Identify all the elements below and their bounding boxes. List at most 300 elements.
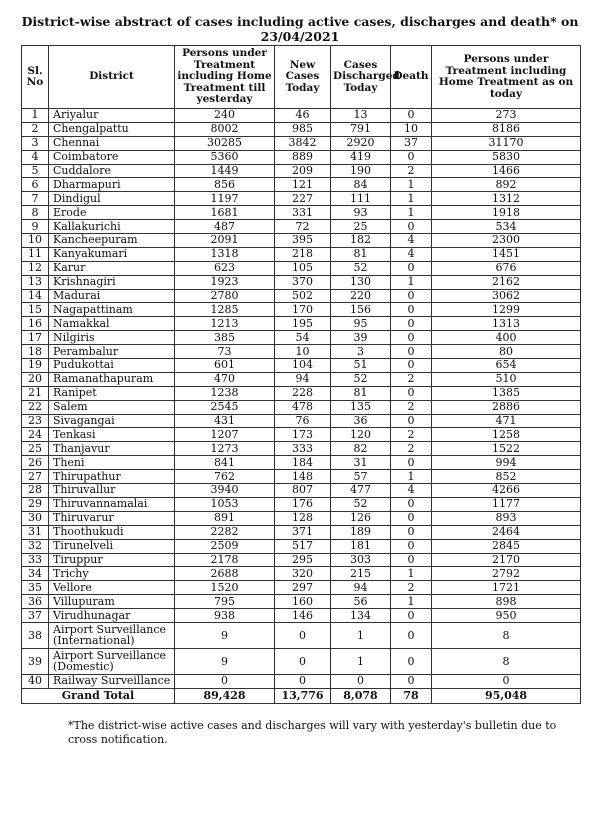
- table-row: [22, 206, 581, 220]
- row-district: Erode: [49, 206, 175, 220]
- row-death: 2: [391, 581, 432, 595]
- row-under-treatment-today: 1177: [432, 497, 581, 511]
- row-district: Railway Surveillance: [49, 674, 175, 688]
- table-row: [22, 122, 581, 136]
- row-under-treatment-yesterday: 762: [175, 470, 275, 484]
- table-row: [22, 220, 581, 234]
- row-under-treatment-today: 1918: [432, 206, 581, 220]
- row-sl-no: 22: [22, 400, 49, 414]
- row-sl-no: 23: [22, 414, 49, 428]
- row-sl-no: 35: [22, 581, 49, 595]
- row-death: 0: [391, 331, 432, 345]
- row-district: Kanyakumari: [49, 247, 175, 261]
- row-under-treatment-today: 1385: [432, 386, 581, 400]
- header-new-cases: New Cases Today: [275, 46, 331, 109]
- row-new-cases: 395: [275, 234, 331, 248]
- row-death: 0: [391, 525, 432, 539]
- row-district: Tirunelveli: [49, 539, 175, 553]
- row-under-treatment-today: 1258: [432, 428, 581, 442]
- row-sl-no: 26: [22, 456, 49, 470]
- row-new-cases: 184: [275, 456, 331, 470]
- row-under-treatment-yesterday: 841: [175, 456, 275, 470]
- row-under-treatment-today: 80: [432, 345, 581, 359]
- row-sl-no: 15: [22, 303, 49, 317]
- row-death: 2: [391, 400, 432, 414]
- table-row: [22, 484, 581, 498]
- row-under-treatment-today: 676: [432, 261, 581, 275]
- row-under-treatment-yesterday: 2091: [175, 234, 275, 248]
- row-discharged: 31: [331, 456, 391, 470]
- row-under-treatment-yesterday: 2509: [175, 539, 275, 553]
- row-new-cases: 371: [275, 525, 331, 539]
- row-death: 1: [391, 470, 432, 484]
- row-death: 2: [391, 164, 432, 178]
- row-district: Karur: [49, 261, 175, 275]
- table-row: [22, 567, 581, 581]
- row-discharged: 181: [331, 539, 391, 553]
- row-sl-no: 11: [22, 247, 49, 261]
- row-sl-no: 3: [22, 136, 49, 150]
- row-district: Thirupathur: [49, 470, 175, 484]
- row-under-treatment-yesterday: 938: [175, 609, 275, 623]
- row-discharged: 0: [331, 674, 391, 688]
- row-under-treatment-yesterday: 5360: [175, 150, 275, 164]
- row-death: 0: [391, 456, 432, 470]
- row-sl-no: 24: [22, 428, 49, 442]
- row-sl-no: 2: [22, 122, 49, 136]
- table-row: [22, 470, 581, 484]
- grand-total-row: [22, 688, 581, 703]
- row-under-treatment-yesterday: 2545: [175, 400, 275, 414]
- row-death: 37: [391, 136, 432, 150]
- row-sl-no: 28: [22, 484, 49, 498]
- row-new-cases: 502: [275, 289, 331, 303]
- row-death: 0: [391, 303, 432, 317]
- row-new-cases: 176: [275, 497, 331, 511]
- row-sl-no: 34: [22, 567, 49, 581]
- row-death: 0: [391, 674, 432, 688]
- row-new-cases: 295: [275, 553, 331, 567]
- row-under-treatment-yesterday: 1053: [175, 497, 275, 511]
- row-sl-no: 13: [22, 275, 49, 289]
- table-row: [22, 317, 581, 331]
- row-sl-no: 40: [22, 674, 49, 688]
- row-under-treatment-today: 8: [432, 648, 581, 674]
- row-sl-no: 27: [22, 470, 49, 484]
- row-death: 0: [391, 220, 432, 234]
- row-death: 1: [391, 206, 432, 220]
- row-under-treatment-yesterday: 2780: [175, 289, 275, 303]
- row-new-cases: 195: [275, 317, 331, 331]
- row-discharged: 2920: [331, 136, 391, 150]
- row-under-treatment-yesterday: 1285: [175, 303, 275, 317]
- row-sl-no: 6: [22, 178, 49, 192]
- row-new-cases: 94: [275, 372, 331, 386]
- row-under-treatment-yesterday: 1520: [175, 581, 275, 595]
- row-under-treatment-today: 4266: [432, 484, 581, 498]
- row-district: Dindigul: [49, 192, 175, 206]
- row-district: Airport Surveillance (International): [49, 622, 175, 648]
- row-under-treatment-today: 2464: [432, 525, 581, 539]
- row-under-treatment-today: 510: [432, 372, 581, 386]
- row-discharged: 39: [331, 331, 391, 345]
- row-under-treatment-yesterday: 1449: [175, 164, 275, 178]
- row-sl-no: 21: [22, 386, 49, 400]
- row-under-treatment-yesterday: 470: [175, 372, 275, 386]
- row-new-cases: 148: [275, 470, 331, 484]
- row-under-treatment-today: 273: [432, 109, 581, 123]
- row-sl-no: 25: [22, 442, 49, 456]
- table-body: [22, 109, 581, 689]
- row-sl-no: 9: [22, 220, 49, 234]
- row-sl-no: 39: [22, 648, 49, 674]
- table-row: [22, 303, 581, 317]
- header-sl-no: Sl. No: [22, 46, 49, 109]
- row-discharged: 220: [331, 289, 391, 303]
- row-sl-no: 12: [22, 261, 49, 275]
- row-discharged: 134: [331, 609, 391, 623]
- table-row: [22, 539, 581, 553]
- row-district: Chengalpattu: [49, 122, 175, 136]
- row-sl-no: 32: [22, 539, 49, 553]
- row-new-cases: 209: [275, 164, 331, 178]
- row-discharged: 82: [331, 442, 391, 456]
- row-sl-no: 10: [22, 234, 49, 248]
- grand-total-new: 13,776: [275, 688, 331, 703]
- row-new-cases: 218: [275, 247, 331, 261]
- row-district: Pudukottai: [49, 359, 175, 373]
- row-district: Trichy: [49, 567, 175, 581]
- row-under-treatment-yesterday: 601: [175, 359, 275, 373]
- row-new-cases: 173: [275, 428, 331, 442]
- row-new-cases: 370: [275, 275, 331, 289]
- table-row: [22, 345, 581, 359]
- row-discharged: 84: [331, 178, 391, 192]
- row-discharged: 156: [331, 303, 391, 317]
- row-under-treatment-today: 893: [432, 511, 581, 525]
- row-under-treatment-today: 31170: [432, 136, 581, 150]
- row-sl-no: 1: [22, 109, 49, 123]
- row-discharged: 93: [331, 206, 391, 220]
- table-row: [22, 581, 581, 595]
- row-district: Thiruvarur: [49, 511, 175, 525]
- row-new-cases: 478: [275, 400, 331, 414]
- row-district: Kancheepuram: [49, 234, 175, 248]
- row-discharged: 215: [331, 567, 391, 581]
- row-discharged: 126: [331, 511, 391, 525]
- table-row: [22, 609, 581, 623]
- row-district: Krishnagiri: [49, 275, 175, 289]
- row-district: Dharmapuri: [49, 178, 175, 192]
- row-discharged: 13: [331, 109, 391, 123]
- row-death: 0: [391, 609, 432, 623]
- table-row: [22, 648, 581, 674]
- row-under-treatment-today: 852: [432, 470, 581, 484]
- table-row: [22, 674, 581, 688]
- row-discharged: 135: [331, 400, 391, 414]
- table-row: [22, 595, 581, 609]
- row-new-cases: 105: [275, 261, 331, 275]
- row-district: Theni: [49, 456, 175, 470]
- row-new-cases: 72: [275, 220, 331, 234]
- row-discharged: 81: [331, 386, 391, 400]
- row-under-treatment-yesterday: 1213: [175, 317, 275, 331]
- row-under-treatment-yesterday: 0: [175, 674, 275, 688]
- row-sl-no: 30: [22, 511, 49, 525]
- table-row: [22, 150, 581, 164]
- row-new-cases: 3842: [275, 136, 331, 150]
- row-death: 0: [391, 414, 432, 428]
- row-under-treatment-yesterday: 9: [175, 622, 275, 648]
- row-death: 0: [391, 359, 432, 373]
- row-death: 0: [391, 150, 432, 164]
- row-sl-no: 31: [22, 525, 49, 539]
- row-death: 0: [391, 539, 432, 553]
- row-new-cases: 104: [275, 359, 331, 373]
- row-under-treatment-yesterday: 1207: [175, 428, 275, 442]
- row-under-treatment-today: 534: [432, 220, 581, 234]
- row-district: Airport Surveillance (Domestic): [49, 648, 175, 674]
- row-death: 0: [391, 497, 432, 511]
- row-new-cases: 985: [275, 122, 331, 136]
- grand-total-yesterday: 89,428: [175, 688, 275, 703]
- row-district: Ramanathapuram: [49, 372, 175, 386]
- row-district: Namakkal: [49, 317, 175, 331]
- row-district: Cuddalore: [49, 164, 175, 178]
- row-under-treatment-yesterday: 8002: [175, 122, 275, 136]
- row-discharged: 303: [331, 553, 391, 567]
- row-district: Thiruvallur: [49, 484, 175, 498]
- table-row: [22, 414, 581, 428]
- row-new-cases: 807: [275, 484, 331, 498]
- row-new-cases: 297: [275, 581, 331, 595]
- row-under-treatment-today: 8186: [432, 122, 581, 136]
- row-death: 0: [391, 109, 432, 123]
- row-sl-no: 33: [22, 553, 49, 567]
- table-row: [22, 289, 581, 303]
- row-death: 1: [391, 595, 432, 609]
- row-discharged: 791: [331, 122, 391, 136]
- row-discharged: 51: [331, 359, 391, 373]
- header-row: [22, 46, 581, 109]
- row-under-treatment-today: 1721: [432, 581, 581, 595]
- row-new-cases: 320: [275, 567, 331, 581]
- row-new-cases: 170: [275, 303, 331, 317]
- row-sl-no: 4: [22, 150, 49, 164]
- row-discharged: 1: [331, 622, 391, 648]
- row-new-cases: 160: [275, 595, 331, 609]
- row-discharged: 56: [331, 595, 391, 609]
- row-under-treatment-today: 1466: [432, 164, 581, 178]
- row-sl-no: 8: [22, 206, 49, 220]
- footnote: *The district-wise active cases and discharges will vary with yesterday's bulletin due to cross notification.: [68, 719, 557, 746]
- table-row: [22, 247, 581, 261]
- row-sl-no: 7: [22, 192, 49, 206]
- row-new-cases: 228: [275, 386, 331, 400]
- header-discharged: Cases Discharged Today: [331, 46, 391, 109]
- table-row: [22, 400, 581, 414]
- row-death: 0: [391, 345, 432, 359]
- row-district: Tenkasi: [49, 428, 175, 442]
- row-death: 2: [391, 442, 432, 456]
- row-under-treatment-today: 2300: [432, 234, 581, 248]
- header-death: Death: [391, 46, 432, 109]
- row-discharged: 57: [331, 470, 391, 484]
- row-district: Ariyalur: [49, 109, 175, 123]
- header-under-treatment-today: Persons under Treatment including Home Treatment as on today: [432, 46, 581, 109]
- row-under-treatment-yesterday: 487: [175, 220, 275, 234]
- row-new-cases: 333: [275, 442, 331, 456]
- row-district: Ranipet: [49, 386, 175, 400]
- row-under-treatment-today: 654: [432, 359, 581, 373]
- row-death: 1: [391, 275, 432, 289]
- page-title: [20, 14, 580, 44]
- table-row: [22, 234, 581, 248]
- row-discharged: 182: [331, 234, 391, 248]
- table-row: [22, 164, 581, 178]
- row-under-treatment-today: 3062: [432, 289, 581, 303]
- table-row: [22, 359, 581, 373]
- row-under-treatment-today: 2162: [432, 275, 581, 289]
- row-discharged: 94: [331, 581, 391, 595]
- row-under-treatment-yesterday: 73: [175, 345, 275, 359]
- row-under-treatment-today: 5830: [432, 150, 581, 164]
- row-sl-no: 18: [22, 345, 49, 359]
- table-row: [22, 386, 581, 400]
- row-district: Thanjavur: [49, 442, 175, 456]
- row-sl-no: 16: [22, 317, 49, 331]
- row-death: 1: [391, 178, 432, 192]
- row-death: 4: [391, 247, 432, 261]
- row-under-treatment-yesterday: 1923: [175, 275, 275, 289]
- row-sl-no: 5: [22, 164, 49, 178]
- row-sl-no: 19: [22, 359, 49, 373]
- row-new-cases: 146: [275, 609, 331, 623]
- grand-total-death: 78: [391, 688, 432, 703]
- row-discharged: 419: [331, 150, 391, 164]
- row-death: 0: [391, 648, 432, 674]
- row-under-treatment-yesterday: 856: [175, 178, 275, 192]
- row-new-cases: 121: [275, 178, 331, 192]
- row-under-treatment-yesterday: 240: [175, 109, 275, 123]
- row-under-treatment-today: 2886: [432, 400, 581, 414]
- table-row: [22, 497, 581, 511]
- row-death: 0: [391, 289, 432, 303]
- table-row: [22, 331, 581, 345]
- row-under-treatment-yesterday: 795: [175, 595, 275, 609]
- table-row: [22, 622, 581, 648]
- row-new-cases: 0: [275, 622, 331, 648]
- row-under-treatment-today: 950: [432, 609, 581, 623]
- title-line-2: 23/04/2021: [260, 29, 340, 44]
- district-abstract-table: [21, 45, 581, 704]
- row-discharged: 3: [331, 345, 391, 359]
- row-district: Vellore: [49, 581, 175, 595]
- row-death: 0: [391, 317, 432, 331]
- header-district: District: [49, 46, 175, 109]
- row-death: 1: [391, 192, 432, 206]
- row-new-cases: 54: [275, 331, 331, 345]
- row-under-treatment-today: 1451: [432, 247, 581, 261]
- row-sl-no: 17: [22, 331, 49, 345]
- row-district: Thiruvannamalai: [49, 497, 175, 511]
- row-death: 2: [391, 372, 432, 386]
- row-sl-no: 20: [22, 372, 49, 386]
- row-discharged: 130: [331, 275, 391, 289]
- row-death: 4: [391, 234, 432, 248]
- row-new-cases: 0: [275, 648, 331, 674]
- row-discharged: 190: [331, 164, 391, 178]
- row-under-treatment-yesterday: 431: [175, 414, 275, 428]
- row-discharged: 52: [331, 261, 391, 275]
- row-new-cases: 10: [275, 345, 331, 359]
- row-under-treatment-yesterday: 2282: [175, 525, 275, 539]
- row-under-treatment-yesterday: 9: [175, 648, 275, 674]
- row-discharged: 36: [331, 414, 391, 428]
- table-row: [22, 456, 581, 470]
- table-row: [22, 428, 581, 442]
- row-discharged: 95: [331, 317, 391, 331]
- row-district: Madurai: [49, 289, 175, 303]
- row-death: 0: [391, 622, 432, 648]
- table-row: [22, 553, 581, 567]
- row-district: Coimbatore: [49, 150, 175, 164]
- row-new-cases: 128: [275, 511, 331, 525]
- table-row: [22, 109, 581, 123]
- row-new-cases: 331: [275, 206, 331, 220]
- row-death: 2: [391, 428, 432, 442]
- row-under-treatment-today: 2792: [432, 567, 581, 581]
- grand-total-label: Grand Total: [22, 688, 175, 703]
- row-sl-no: 36: [22, 595, 49, 609]
- row-new-cases: 227: [275, 192, 331, 206]
- row-district: Chennai: [49, 136, 175, 150]
- row-under-treatment-yesterday: 2688: [175, 567, 275, 581]
- row-under-treatment-today: 471: [432, 414, 581, 428]
- header-under-treatment-yesterday: Persons under Treatment including Home Treatment till yesterday: [175, 46, 275, 109]
- row-under-treatment-today: 2170: [432, 553, 581, 567]
- row-under-treatment-today: 2845: [432, 539, 581, 553]
- row-under-treatment-yesterday: 1197: [175, 192, 275, 206]
- table-row: [22, 178, 581, 192]
- row-discharged: 111: [331, 192, 391, 206]
- row-new-cases: 889: [275, 150, 331, 164]
- row-under-treatment-yesterday: 1681: [175, 206, 275, 220]
- title-line-1: District-wise abstract of cases including active cases, discharges and death* on: [21, 14, 579, 29]
- row-under-treatment-yesterday: 891: [175, 511, 275, 525]
- row-death: 0: [391, 553, 432, 567]
- row-district: Kallakurichi: [49, 220, 175, 234]
- row-sl-no: 29: [22, 497, 49, 511]
- row-district: Nagapattinam: [49, 303, 175, 317]
- table-row: [22, 192, 581, 206]
- row-discharged: 120: [331, 428, 391, 442]
- row-under-treatment-yesterday: 30285: [175, 136, 275, 150]
- row-death: 0: [391, 511, 432, 525]
- row-under-treatment-yesterday: 1273: [175, 442, 275, 456]
- row-discharged: 189: [331, 525, 391, 539]
- table-row: [22, 261, 581, 275]
- table-row: [22, 136, 581, 150]
- row-under-treatment-today: 0: [432, 674, 581, 688]
- row-under-treatment-yesterday: 1238: [175, 386, 275, 400]
- row-district: Villupuram: [49, 595, 175, 609]
- table-row: [22, 511, 581, 525]
- row-death: 0: [391, 261, 432, 275]
- row-under-treatment-today: 400: [432, 331, 581, 345]
- row-under-treatment-today: 994: [432, 456, 581, 470]
- row-death: 0: [391, 386, 432, 400]
